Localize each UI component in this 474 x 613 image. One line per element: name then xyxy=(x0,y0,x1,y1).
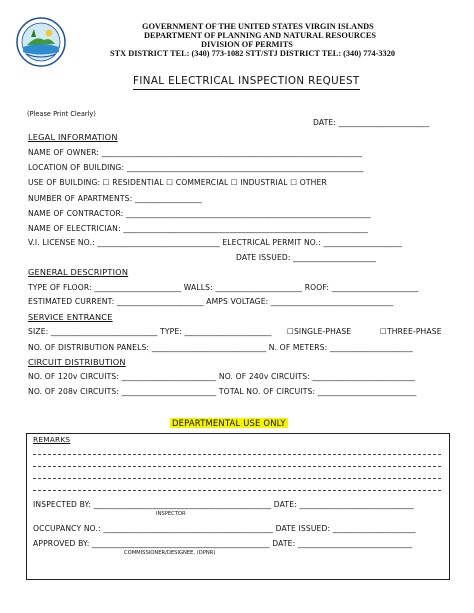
occupancy-number-field[interactable]: OCCUPANCY NO.: ___________________________________________ DATE ISSUED: _____________________ xyxy=(33,524,416,533)
remarks-line[interactable] xyxy=(33,478,441,479)
legal-information-heading: LEGAL INFORMATION xyxy=(28,132,118,142)
commissioner-caption: COMMISSIONER/DESIGNEE, (DPNR) xyxy=(124,550,216,556)
date-issued-field[interactable]: DATE ISSUED: _____________________ xyxy=(236,253,377,262)
header-department: DEPARTMENT OF PLANNING AND NATURAL RESOURCES xyxy=(144,31,376,40)
header-government: GOVERNMENT OF THE UNITED STATES VIRGIN ISLANDS xyxy=(142,22,374,31)
departmental-use-banner: DEPARTMENTAL USE ONLY xyxy=(172,418,286,428)
three-phase-checkbox[interactable]: ☐THREE-PHASE xyxy=(380,327,442,336)
form-title: FINAL ELECTRICAL INSPECTION REQUEST xyxy=(133,75,360,90)
circuit-distribution-heading: CIRCUIT DISTRIBUTION xyxy=(28,357,126,367)
approved-by-field[interactable]: APPROVED BY: _____________________________________________ DATE: _____________________________ xyxy=(33,539,413,548)
electrician-name-field[interactable]: NAME OF ELECTRICIAN: ______________________________________________________________ xyxy=(28,224,368,233)
panels-meters-fields[interactable]: NO. OF DISTRIBUTION PANELS: _____________________________ N. OF METERS: _____________________ xyxy=(28,343,413,352)
general-description-heading: GENERAL DESCRIPTION xyxy=(28,267,129,277)
print-clearly-note: (Please Print Clearly) xyxy=(27,110,96,118)
contractor-name-field[interactable]: NAME OF CONTRACTOR: ______________________________________________________________ xyxy=(28,209,371,218)
120v-240v-circuits-fields[interactable]: NO. OF 120v CIRCUITS: ________________________ NO. OF 240v CIRCUITS: __________________________ xyxy=(28,372,416,381)
floor-walls-roof-fields[interactable]: TYPE OF FLOOR: ______________________ WALLS: ______________________ ROOF: ______________________ xyxy=(28,283,419,292)
apartments-count-field[interactable]: NUMBER OF APARTMENTS: _________________ xyxy=(28,194,202,203)
remarks-line[interactable] xyxy=(33,490,441,491)
remarks-line[interactable] xyxy=(33,466,441,467)
remarks-heading: REMARKS xyxy=(33,435,71,444)
208v-total-circuits-fields[interactable]: NO. OF 208v CIRCUITS: ________________________ TOTAL NO. OF CIRCUITS: _________________________ xyxy=(28,387,417,396)
date-field[interactable]: DATE: _______________________ xyxy=(313,118,430,127)
current-voltage-fields[interactable]: ESTIMATED CURRENT: ______________________ AMPS VOLTAGE: _______________________________ xyxy=(28,297,394,306)
single-phase-checkbox[interactable]: ☐SINGLE-PHASE xyxy=(287,327,352,336)
service-entrance-heading: SERVICE ENTRANCE xyxy=(28,312,113,322)
size-type-fields[interactable]: SIZE: ___________________________ TYPE: ______________________ xyxy=(28,327,272,336)
building-location-field[interactable]: LOCATION OF BUILDING: ____________________________________________________________ xyxy=(28,163,364,172)
owner-name-field[interactable]: NAME OF OWNER: __________________________________________________________________ xyxy=(28,148,363,157)
inspected-by-field[interactable]: INSPECTED BY: _____________________________________________ DATE: _____________________________ xyxy=(33,500,414,509)
building-use-checkboxes[interactable]: USE OF BUILDING: ☐ RESIDENTIAL ☐ COMMERCIAL ☐ INDUSTRIAL ☐ OTHER xyxy=(28,178,327,187)
license-and-permit-fields[interactable]: V.I. LICENSE NO.: _______________________________ ELECTRICAL PERMIT NO.: ____________________ xyxy=(28,238,403,247)
header-phone-numbers: STX DISTRICT TEL: (340) 773-1082 STT/STJ DISTRICT TEL: (340) 774-3320 xyxy=(110,49,395,58)
header-division: DIVISION OF PERMITS xyxy=(201,40,293,49)
inspector-caption: INSPECTOR xyxy=(156,511,186,517)
department-seal-logo xyxy=(16,17,66,67)
remarks-line[interactable] xyxy=(33,454,441,455)
